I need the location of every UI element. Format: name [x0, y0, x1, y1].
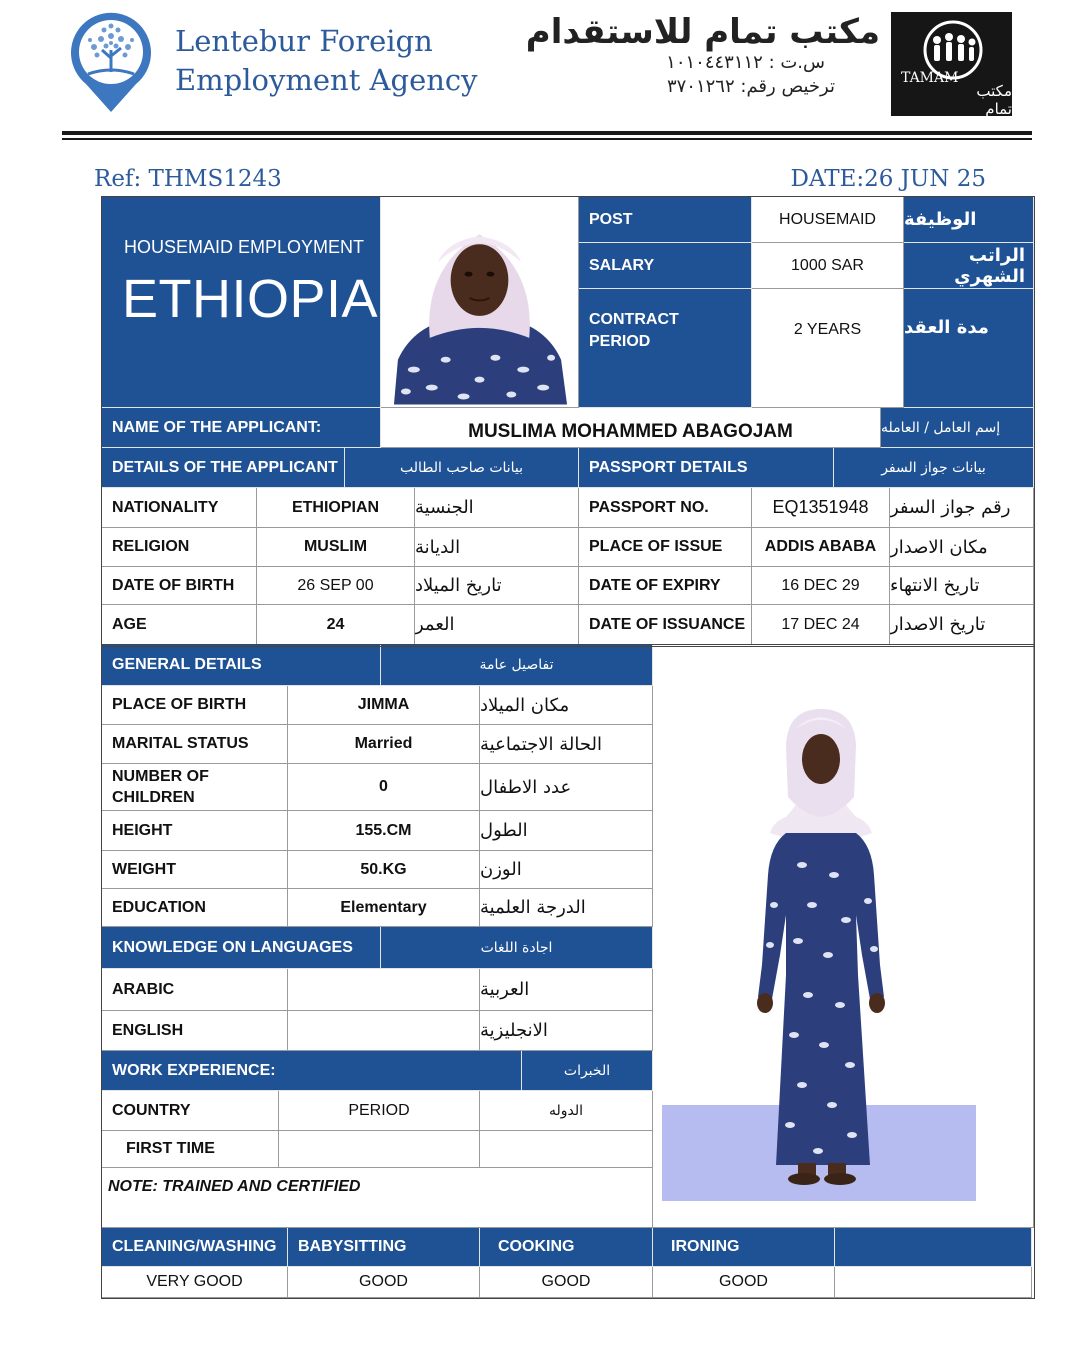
work-period-label: PERIOD — [279, 1091, 480, 1131]
work-header-ar: الخبرات — [522, 1051, 653, 1091]
contract-period-label-line1: CONTRACT — [589, 311, 679, 328]
skill-ironing-level: GOOD — [653, 1267, 835, 1298]
agency-name-line1: Lentebur Foreign — [175, 24, 433, 58]
contract-period-label — [579, 289, 752, 408]
children-label-line1: NUMBER OF — [112, 768, 209, 785]
skill-ironing-label: IRONING — [653, 1228, 835, 1267]
work-country-label-ar: الدوله — [480, 1091, 653, 1131]
arabic-language-value — [288, 969, 480, 1011]
education-value: Elementary — [288, 889, 480, 927]
tamam-logo-text-en: TAMAM — [901, 70, 959, 86]
age-value: 24 — [257, 605, 415, 645]
education-label-ar: الدرجة العلمية — [480, 889, 653, 927]
document-date: DATE:26 JUN 25 — [790, 166, 986, 192]
religion-label-ar: الديانة — [415, 528, 579, 567]
first-time-country — [480, 1131, 653, 1168]
arabic-language-label-ar: العربية — [480, 969, 653, 1011]
place-of-birth-label-ar: مكان الميلاد — [480, 686, 653, 725]
weight-label-ar: الوزن — [480, 851, 653, 889]
children-value: 0 — [288, 764, 480, 811]
arabic-language-label: ARABIC — [102, 969, 288, 1011]
applicant-name-label: NAME OF THE APPLICANT: — [102, 408, 381, 448]
training-note: NOTE: TRAINED AND CERTIFIED — [108, 1178, 361, 1195]
details-header: DETAILS OF THE APPLICANT — [102, 448, 345, 488]
skill-cleaning-label: CLEANING/WASHING — [102, 1228, 288, 1267]
work-header: WORK EXPERIENCE: — [102, 1051, 522, 1091]
passport-header: PASSPORT DETAILS — [579, 448, 834, 488]
work-country-label: COUNTRY — [102, 1091, 279, 1131]
agency-logo — [66, 8, 156, 116]
skill-cleaning-level: VERY GOOD — [102, 1267, 288, 1298]
arabic-license-number: ترخيص رقم: ٣٧٠١٢٦٢ — [666, 76, 835, 97]
expiry-label-ar: تاريخ الانتهاء — [890, 567, 1034, 605]
salary-value: 1000 SAR — [752, 243, 904, 289]
place-of-issue-value: ADDIS ABABA — [752, 528, 890, 567]
banner-country: ETHIOPIA — [122, 269, 379, 329]
skill-babysitting-label: BABYSITTING — [288, 1228, 480, 1267]
weight-value: 50.KG — [288, 851, 480, 889]
header-rule-thin — [62, 138, 1032, 140]
education-label: EDUCATION — [102, 889, 288, 927]
languages-header-ar: اجادة اللغات — [381, 927, 653, 969]
skill-extra-label — [835, 1228, 1032, 1267]
contract-period-label-ar: مدة العقد — [904, 289, 1034, 408]
nationality-value: ETHIOPIAN — [257, 488, 415, 528]
passport-no-label: PASSPORT NO. — [579, 488, 752, 528]
arabic-office-title: مكتب تمام للاستقدام — [525, 12, 880, 52]
age-label: AGE — [102, 605, 257, 645]
height-value: 155.CM — [288, 811, 480, 851]
dob-label: DATE OF BIRTH — [102, 567, 257, 605]
religion-value: MUSLIM — [257, 528, 415, 567]
skill-cooking-level: GOOD — [480, 1267, 653, 1298]
salary-label: SALARY — [579, 243, 752, 289]
height-label-ar: الطول — [480, 811, 653, 851]
passport-no-value: EQ1351948 — [752, 488, 890, 528]
post-label: POST — [579, 197, 752, 243]
general-header-ar: تفاصيل عامة — [381, 645, 653, 686]
languages-header: KNOWLEDGE ON LANGUAGES — [102, 927, 381, 969]
reference-number: Ref: THMS1243 — [94, 166, 282, 192]
english-language-label: ENGLISH — [102, 1011, 288, 1051]
post-value: HOUSEMAID — [752, 197, 904, 243]
nationality-label: NATIONALITY — [102, 488, 257, 528]
dob-value: 26 SEP 00 — [257, 567, 415, 605]
age-label-ar: العمر — [415, 605, 579, 645]
expiry-value: 16 DEC 29 — [752, 567, 890, 605]
marital-status-label: MARITAL STATUS — [102, 725, 288, 764]
tamam-logo-text-ar: مكتب تمام — [976, 82, 1012, 118]
salary-label-ar: الراتب الشهري — [904, 243, 1034, 289]
general-header: GENERAL DETAILS — [102, 645, 381, 686]
tamam-logo — [891, 12, 1012, 116]
children-label-ar: عدد الاطفال — [480, 764, 653, 811]
applicant-name-label-ar: إسم العامل / العامله — [881, 408, 1034, 448]
issuance-value: 17 DEC 24 — [752, 605, 890, 645]
place-of-issue-label: PLACE OF ISSUE — [579, 528, 752, 567]
header-rule-thick — [62, 131, 1032, 135]
passport-header-ar: بيانات جواز السفر — [834, 448, 1034, 488]
height-label: HEIGHT — [102, 811, 288, 851]
agency-name-line2: Employment Agency — [175, 63, 478, 97]
arabic-cr-number: س.ت : ١٠١٠٤٤٣١١٢ — [666, 52, 825, 73]
details-header-ar: بيانات صاحب الطالب — [345, 448, 579, 488]
post-label-ar: الوظيفة — [904, 197, 1034, 243]
skill-babysitting-level: GOOD — [288, 1267, 480, 1298]
skill-extra-level — [835, 1267, 1032, 1298]
banner-subtitle: HOUSEMAID EMPLOYMENT — [124, 237, 365, 257]
expiry-label: DATE OF EXPIRY — [579, 567, 752, 605]
first-time-period — [279, 1131, 480, 1168]
agency-name — [175, 22, 478, 100]
dob-label-ar: تاريخ الميلاد — [415, 567, 579, 605]
english-language-label-ar: الانجليزية — [480, 1011, 653, 1051]
marital-status-label-ar: الحالة الاجتماعية — [480, 725, 653, 764]
place-of-birth-label: PLACE OF BIRTH — [102, 686, 288, 725]
weight-label: WEIGHT — [102, 851, 288, 889]
nationality-label-ar: الجنسية — [415, 488, 579, 528]
note-box — [102, 1168, 653, 1228]
religion-label: RELIGION — [102, 528, 257, 567]
children-label-line2: CHILDREN — [112, 789, 195, 806]
passport-no-label-ar: رقم جواز السفر — [890, 488, 1034, 528]
marital-status-value: Married — [288, 725, 480, 764]
applicant-headshot — [381, 197, 579, 408]
children-label — [102, 764, 288, 811]
issuance-label: DATE OF ISSUANCE — [579, 605, 752, 645]
english-language-value — [288, 1011, 480, 1051]
applicant-name: MUSLIMA MOHAMMED ABAGOJAM — [381, 408, 881, 448]
contract-period-label-line2: PERIOD — [589, 333, 651, 350]
contract-period-value: 2 YEARS — [752, 289, 904, 408]
place-of-birth-value: JIMMA — [288, 686, 480, 725]
first-time-label: FIRST TIME — [102, 1131, 279, 1168]
skill-cooking-label: COOKING — [480, 1228, 653, 1267]
place-of-issue-label-ar: مكان الاصدار — [890, 528, 1034, 567]
applicant-full-body-photo — [662, 705, 976, 1201]
issuance-label-ar: تاريخ الاصدار — [890, 605, 1034, 645]
